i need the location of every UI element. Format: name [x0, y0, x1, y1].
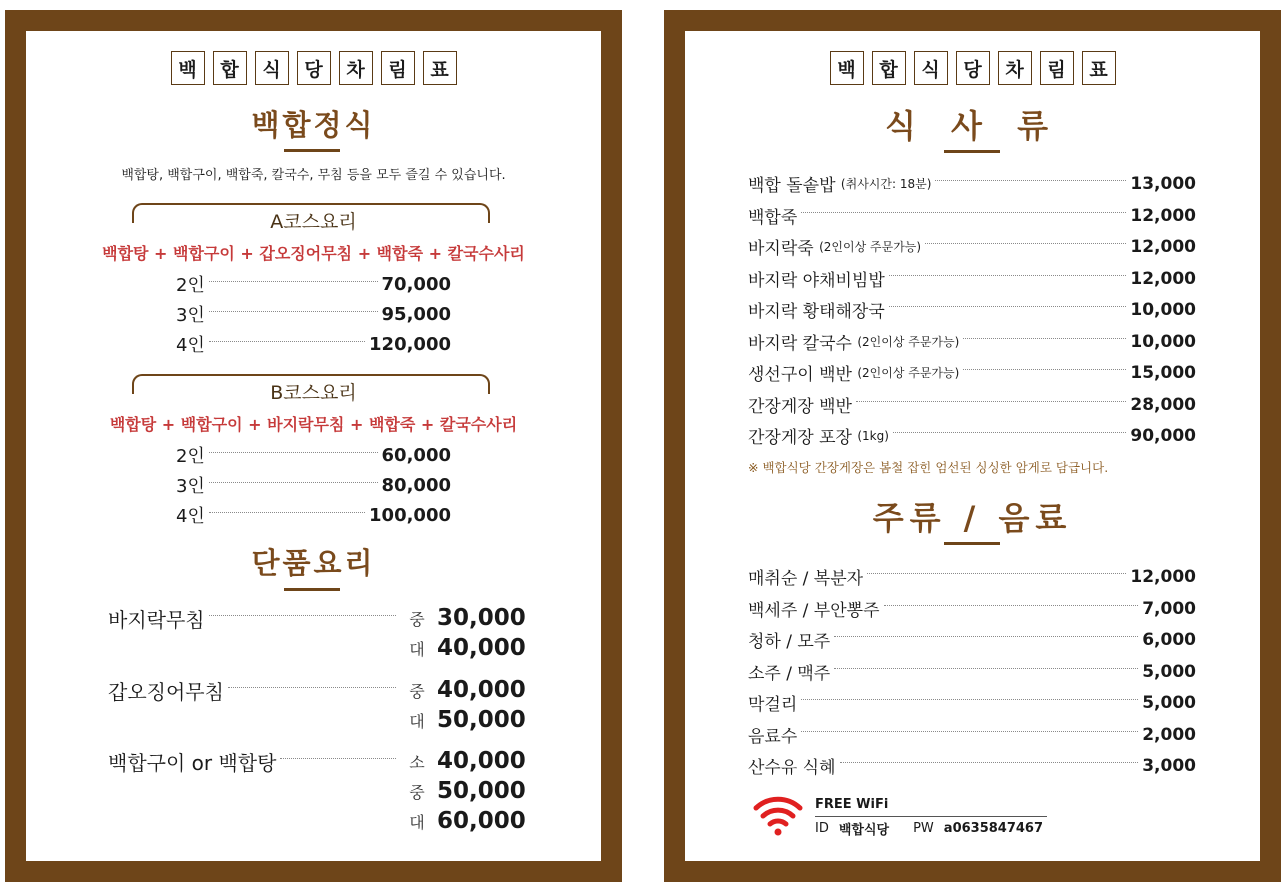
meal-row [748, 234, 1196, 259]
course-b-price-row [176, 502, 451, 528]
people-count: 3인 [176, 476, 205, 497]
price: 12,000 [1130, 205, 1196, 226]
right-title-row [685, 51, 1260, 85]
price: 7,000 [1142, 598, 1196, 619]
title-char: 합 [872, 51, 906, 85]
drink-row [748, 722, 1196, 747]
people-count: 3인 [176, 305, 205, 326]
meal-row [748, 297, 1196, 322]
single-dish-row [108, 604, 400, 633]
price: 60,000 [437, 808, 526, 834]
leader-dots [925, 243, 1126, 244]
size-label: 중 [409, 681, 425, 701]
course-b-title: B코스요리 [270, 382, 357, 404]
meal-note: (2인이상 주문가능) [857, 335, 960, 349]
drink-name: 청하 / 모주 [748, 632, 831, 652]
course-a-price-row [176, 331, 451, 357]
leader-dots [209, 512, 365, 513]
price: 12,000 [1130, 566, 1196, 587]
people-count: 4인 [176, 335, 205, 356]
right-menu-panel [664, 10, 1281, 882]
price: 30,000 [437, 605, 526, 631]
meal-name: 간장게장 백반 [748, 397, 852, 417]
heading-underline [284, 588, 340, 591]
price: 10,000 [1130, 331, 1196, 352]
price: 80,000 [381, 474, 451, 496]
price: 12,000 [1130, 236, 1196, 257]
price: 50,000 [437, 707, 526, 733]
meal-name: 바지락 칼국수 [748, 334, 852, 354]
left-title-row [26, 51, 601, 85]
wifi-credentials [815, 819, 1043, 838]
leader-dots [889, 306, 1127, 307]
price: 120,000 [369, 333, 451, 355]
leader-dots [884, 605, 1139, 606]
drink-row [748, 596, 1196, 621]
course-a-items: 백합탕 + 백합구이 + 갑오징어무침 + 백합죽 + 칼국수사리 [102, 244, 525, 263]
leader-dots [834, 636, 1138, 637]
leader-dots [867, 573, 1126, 574]
people-count: 2인 [176, 446, 205, 467]
single-dish-row [108, 747, 400, 776]
title-char: 림 [381, 51, 415, 85]
title-char: 림 [1040, 51, 1074, 85]
drink-name: 막걸리 [748, 695, 798, 715]
drink-row [748, 753, 1196, 778]
drink-row [748, 564, 1196, 589]
leader-dots [840, 762, 1139, 763]
leader-dots [963, 338, 1126, 339]
meal-row [748, 203, 1196, 228]
size-label: 대 [409, 812, 425, 832]
size-label: 중 [409, 609, 425, 629]
course-b-items: 백합탕 + 백합구이 + 바지락무침 + 백합죽 + 칼국수사리 [109, 415, 518, 434]
course-b-price-row [176, 472, 451, 498]
title-char: 표 [1082, 51, 1116, 85]
heading-underline [944, 542, 1000, 545]
leader-dots [834, 668, 1138, 669]
single-dish-prices [407, 675, 526, 735]
leader-dots [935, 180, 1126, 181]
size-label: 대 [409, 711, 425, 731]
single-dish-prices [407, 746, 526, 836]
price: 5,000 [1142, 661, 1196, 682]
title-char: 합 [213, 51, 247, 85]
meal-note: (2인이상 주문가능) [819, 240, 922, 254]
course-a-price-row [176, 301, 451, 327]
meal-row [748, 392, 1196, 417]
wifi-pw-value: a0635847467 [943, 821, 1044, 836]
leader-dots [280, 758, 396, 759]
people-count: 4인 [176, 506, 205, 527]
leader-dots [963, 369, 1126, 370]
leader-dots [209, 615, 396, 616]
meal-name: 바지락죽 [748, 239, 814, 259]
set-menu-heading: 백합정식 [251, 108, 376, 142]
course-a-title: A코스요리 [270, 211, 357, 233]
leader-dots [801, 699, 1138, 700]
left-menu-panel [5, 10, 622, 882]
crab-note: ※ 백합식당 간장게장은 봄철 잡힌 엄선된 싱싱한 암게로 담급니다. [748, 460, 1109, 475]
set-menu-subtitle: 백합탕, 백합구이, 백합죽, 칼국수, 무침 등을 모두 즐길 수 있습니다. [121, 168, 506, 183]
meal-name: 백합죽 [748, 208, 798, 228]
price: 100,000 [369, 504, 451, 526]
title-char: 표 [423, 51, 457, 85]
price: 60,000 [381, 444, 451, 466]
drink-name: 소주 / 맥주 [748, 664, 831, 684]
meal-heading: 식 사 류 [884, 107, 1061, 145]
meal-note: (취사시간: 18분) [840, 177, 932, 191]
price: 40,000 [437, 677, 526, 703]
leader-dots [801, 731, 1138, 732]
wifi-title: FREE WiFi [815, 797, 889, 812]
price: 5,000 [1142, 692, 1196, 713]
meal-row [748, 329, 1196, 354]
price: 13,000 [1130, 173, 1196, 194]
title-char: 차 [998, 51, 1032, 85]
meal-note: (1kg) [857, 428, 889, 443]
wifi-divider [815, 816, 1047, 817]
single-dish-prices [407, 603, 526, 663]
meal-name: 바지락 야채비빔밥 [748, 271, 885, 291]
course-a-price-row [176, 271, 451, 297]
leader-dots [209, 452, 378, 453]
meal-name: 바지락 황태해장국 [748, 302, 885, 322]
drink-name: 음료수 [748, 727, 798, 747]
price: 15,000 [1130, 362, 1196, 383]
drink-row [748, 690, 1196, 715]
price: 6,000 [1142, 629, 1196, 650]
price: 95,000 [381, 303, 451, 325]
meal-name: 생선구이 백반 [748, 365, 852, 385]
price: 3,000 [1142, 755, 1196, 776]
meal-name: 간장게장 포장 [748, 428, 852, 448]
price: 28,000 [1130, 394, 1196, 415]
leader-dots [209, 341, 365, 342]
wifi-pw-label: PW [913, 821, 934, 836]
leader-dots [209, 281, 378, 282]
size-label: 중 [409, 782, 425, 802]
single-dish-row [108, 676, 400, 705]
wifi-icon [752, 794, 804, 836]
price: 50,000 [437, 778, 526, 804]
dish-name: 갑오징어무침 [108, 680, 224, 704]
heading-underline [944, 150, 1000, 153]
dish-name: 백합구이 or 백합탕 [108, 751, 277, 775]
meal-name: 백합 돌솥밥 [748, 176, 836, 196]
title-char: 백 [171, 51, 205, 85]
dish-name: 바지락무침 [108, 608, 205, 632]
price: 40,000 [437, 635, 526, 661]
title-char: 식 [255, 51, 289, 85]
title-char: 차 [339, 51, 373, 85]
people-count: 2인 [176, 275, 205, 296]
price: 12,000 [1130, 268, 1196, 289]
size-label: 소 [409, 752, 425, 772]
price: 70,000 [381, 273, 451, 295]
heading-underline [284, 149, 340, 152]
leader-dots [889, 275, 1127, 276]
size-label: 대 [409, 639, 425, 659]
title-char: 당 [297, 51, 331, 85]
drink-row [748, 659, 1196, 684]
title-char: 식 [914, 51, 948, 85]
left-menu-page [26, 31, 601, 861]
leader-dots [228, 687, 396, 688]
drink-name: 매취순 / 복분자 [748, 569, 864, 589]
leader-dots [893, 432, 1126, 433]
price: 90,000 [1130, 425, 1196, 446]
drink-heading: 주류 / 음료 [872, 499, 1073, 537]
wifi-id-value: 백합식당 [838, 823, 890, 838]
title-char: 당 [956, 51, 990, 85]
wifi-id-label: ID [815, 821, 829, 836]
meal-note: (2인이상 주문가능) [857, 366, 960, 380]
drink-row [748, 627, 1196, 652]
meal-row [748, 360, 1196, 385]
course-b-price-row [176, 442, 451, 468]
title-char: 백 [830, 51, 864, 85]
leader-dots [856, 401, 1126, 402]
meal-row [748, 423, 1196, 448]
single-dish-heading: 단품요리 [251, 546, 376, 580]
price: 10,000 [1130, 299, 1196, 320]
drink-name: 산수유 식혜 [748, 758, 836, 778]
drink-name: 백세주 / 부안뽕주 [748, 601, 880, 621]
meal-row [748, 266, 1196, 291]
price: 2,000 [1142, 724, 1196, 745]
right-menu-page [685, 31, 1260, 861]
meal-row [748, 171, 1196, 196]
leader-dots [209, 482, 378, 483]
leader-dots [801, 212, 1126, 213]
price: 40,000 [437, 748, 526, 774]
leader-dots [209, 311, 378, 312]
